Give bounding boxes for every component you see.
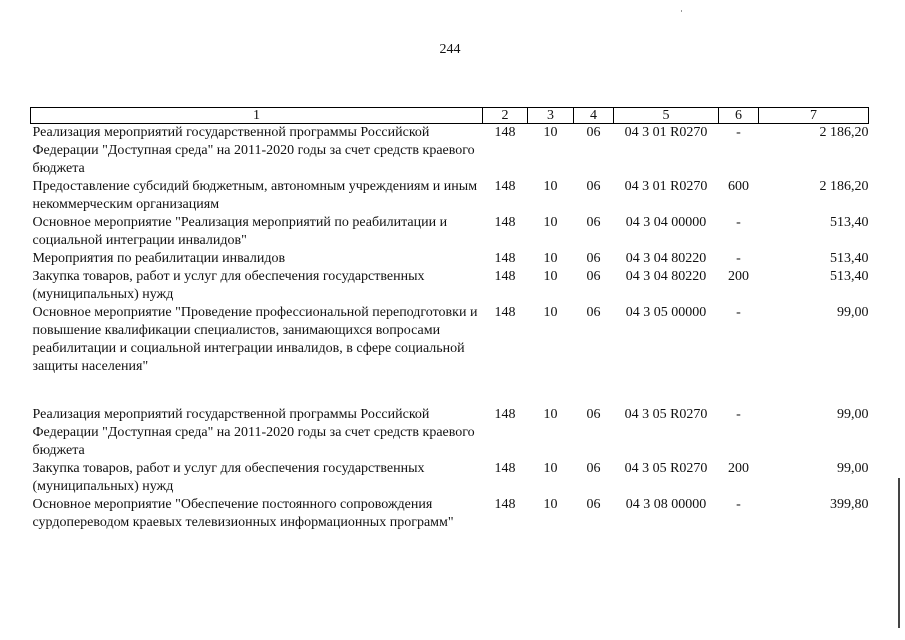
table-row	[31, 214, 869, 250]
row-subsection: 06	[586, 497, 601, 512]
row-code-ministry: 148	[494, 407, 516, 422]
row-target-article: 04 3 04 80220	[625, 269, 707, 284]
row-name: Мероприятия по реабилитации инвалидов	[32, 251, 286, 266]
row-section: 10	[543, 305, 558, 320]
row-target-article: 04 3 08 00000	[625, 497, 707, 512]
row-amount: 99,00	[837, 461, 869, 476]
table-row	[31, 250, 869, 268]
row-code-ministry: 148	[494, 269, 516, 284]
row-name: Реализация мероприятий государственной программы Российской Федерации "Доступная среда" на 2011-2020 годы за счет средств краевого бюджета	[32, 407, 475, 458]
row-section: 10	[543, 407, 558, 422]
row-spacer	[31, 376, 869, 406]
row-target-article: 04 3 01 R0270	[624, 125, 708, 140]
row-amount: 99,00	[837, 305, 869, 320]
row-expense-type: -	[736, 251, 741, 266]
header-col-7: 7	[759, 108, 869, 124]
row-target-article: 04 3 01 R0270	[624, 179, 708, 194]
spacer-cell	[31, 376, 869, 406]
table-header	[31, 108, 869, 124]
row-name: Реализация мероприятий государственной программы Российской Федерации "Доступная среда" на 2011-2020 годы за счет средств краевого бюджета	[32, 125, 475, 176]
row-section: 10	[543, 125, 558, 140]
table-body	[31, 124, 869, 533]
row-amount: 2 186,20	[819, 125, 869, 140]
page-number: 244	[439, 42, 461, 57]
row-subsection: 06	[586, 407, 601, 422]
row-target-article: 04 3 04 80220	[625, 251, 707, 266]
row-section: 10	[543, 269, 558, 284]
row-section: 10	[543, 497, 558, 512]
row-name: Основное мероприятие "Обеспечение постоянного сопровождения сурдопереводом краевых телевизионных информационных программ"	[32, 497, 454, 530]
row-expense-type: 600	[728, 179, 749, 194]
row-expense-type: 200	[728, 461, 749, 476]
row-section: 10	[543, 251, 558, 266]
table-row	[31, 124, 869, 179]
row-code-ministry: 148	[494, 497, 516, 512]
row-section: 10	[543, 461, 558, 476]
row-code-ministry: 148	[494, 461, 516, 476]
row-expense-type: -	[736, 125, 741, 140]
row-name: Основное мероприятие "Проведение профессиональной переподготовки и повышение квалификации специалистов, занимающихся вопросами реабилитации и социальной интеграции инвалидов, в сфере социальной защиты населения"	[32, 305, 478, 374]
header-col-4: 4	[574, 108, 614, 124]
header-col-5: 5	[614, 108, 719, 124]
row-amount: 513,40	[830, 215, 869, 230]
row-section: 10	[543, 179, 558, 194]
row-name: Предоставление субсидий бюджетным, автономным учреждениям и иным некоммерческим организациям	[32, 179, 478, 212]
row-subsection: 06	[586, 125, 601, 140]
row-amount: 99,00	[837, 407, 869, 422]
scan-edge-mark	[898, 478, 900, 628]
row-code-ministry: 148	[494, 215, 516, 230]
row-expense-type: 200	[728, 269, 749, 284]
row-target-article: 04 3 05 R0270	[624, 407, 708, 422]
row-expense-type: -	[736, 407, 741, 422]
row-expense-type: -	[736, 305, 741, 320]
scan-speck	[681, 10, 682, 12]
row-amount: 513,40	[830, 251, 869, 266]
table-row	[31, 304, 869, 376]
row-code-ministry: 148	[494, 251, 516, 266]
row-name: Закупка товаров, работ и услуг для обеспечения государственных (муниципальных) нужд	[32, 269, 425, 302]
row-subsection: 06	[586, 269, 601, 284]
table-row	[31, 406, 869, 460]
row-name: Закупка товаров, работ и услуг для обеспечения государственных (муниципальных) нужд	[32, 461, 425, 494]
row-target-article: 04 3 05 R0270	[624, 461, 708, 476]
header-col-6: 6	[719, 108, 759, 124]
header-col-3: 3	[528, 108, 574, 124]
row-code-ministry: 148	[494, 125, 516, 140]
row-expense-type: -	[736, 215, 741, 230]
row-code-ministry: 148	[494, 179, 516, 194]
table-row	[31, 496, 869, 532]
budget-table	[30, 107, 869, 532]
row-subsection: 06	[586, 215, 601, 230]
row-amount: 399,80	[830, 497, 869, 512]
row-subsection: 06	[586, 179, 601, 194]
row-target-article: 04 3 04 00000	[625, 215, 707, 230]
row-amount: 513,40	[830, 269, 869, 284]
row-section: 10	[543, 215, 558, 230]
row-subsection: 06	[586, 461, 601, 476]
table-row	[31, 268, 869, 304]
header-row	[31, 108, 869, 124]
row-expense-type: -	[736, 497, 741, 512]
row-subsection: 06	[586, 305, 601, 320]
table-row	[31, 460, 869, 496]
header-col-1: 1	[31, 108, 483, 124]
table-row	[31, 178, 869, 214]
row-code-ministry: 148	[494, 305, 516, 320]
row-target-article: 04 3 05 00000	[625, 305, 707, 320]
header-col-2: 2	[483, 108, 528, 124]
row-subsection: 06	[586, 251, 601, 266]
row-name: Основное мероприятие "Реализация мероприятий по реабилитации и социальной интеграции инвалидов"	[32, 215, 448, 248]
row-amount: 2 186,20	[819, 179, 869, 194]
